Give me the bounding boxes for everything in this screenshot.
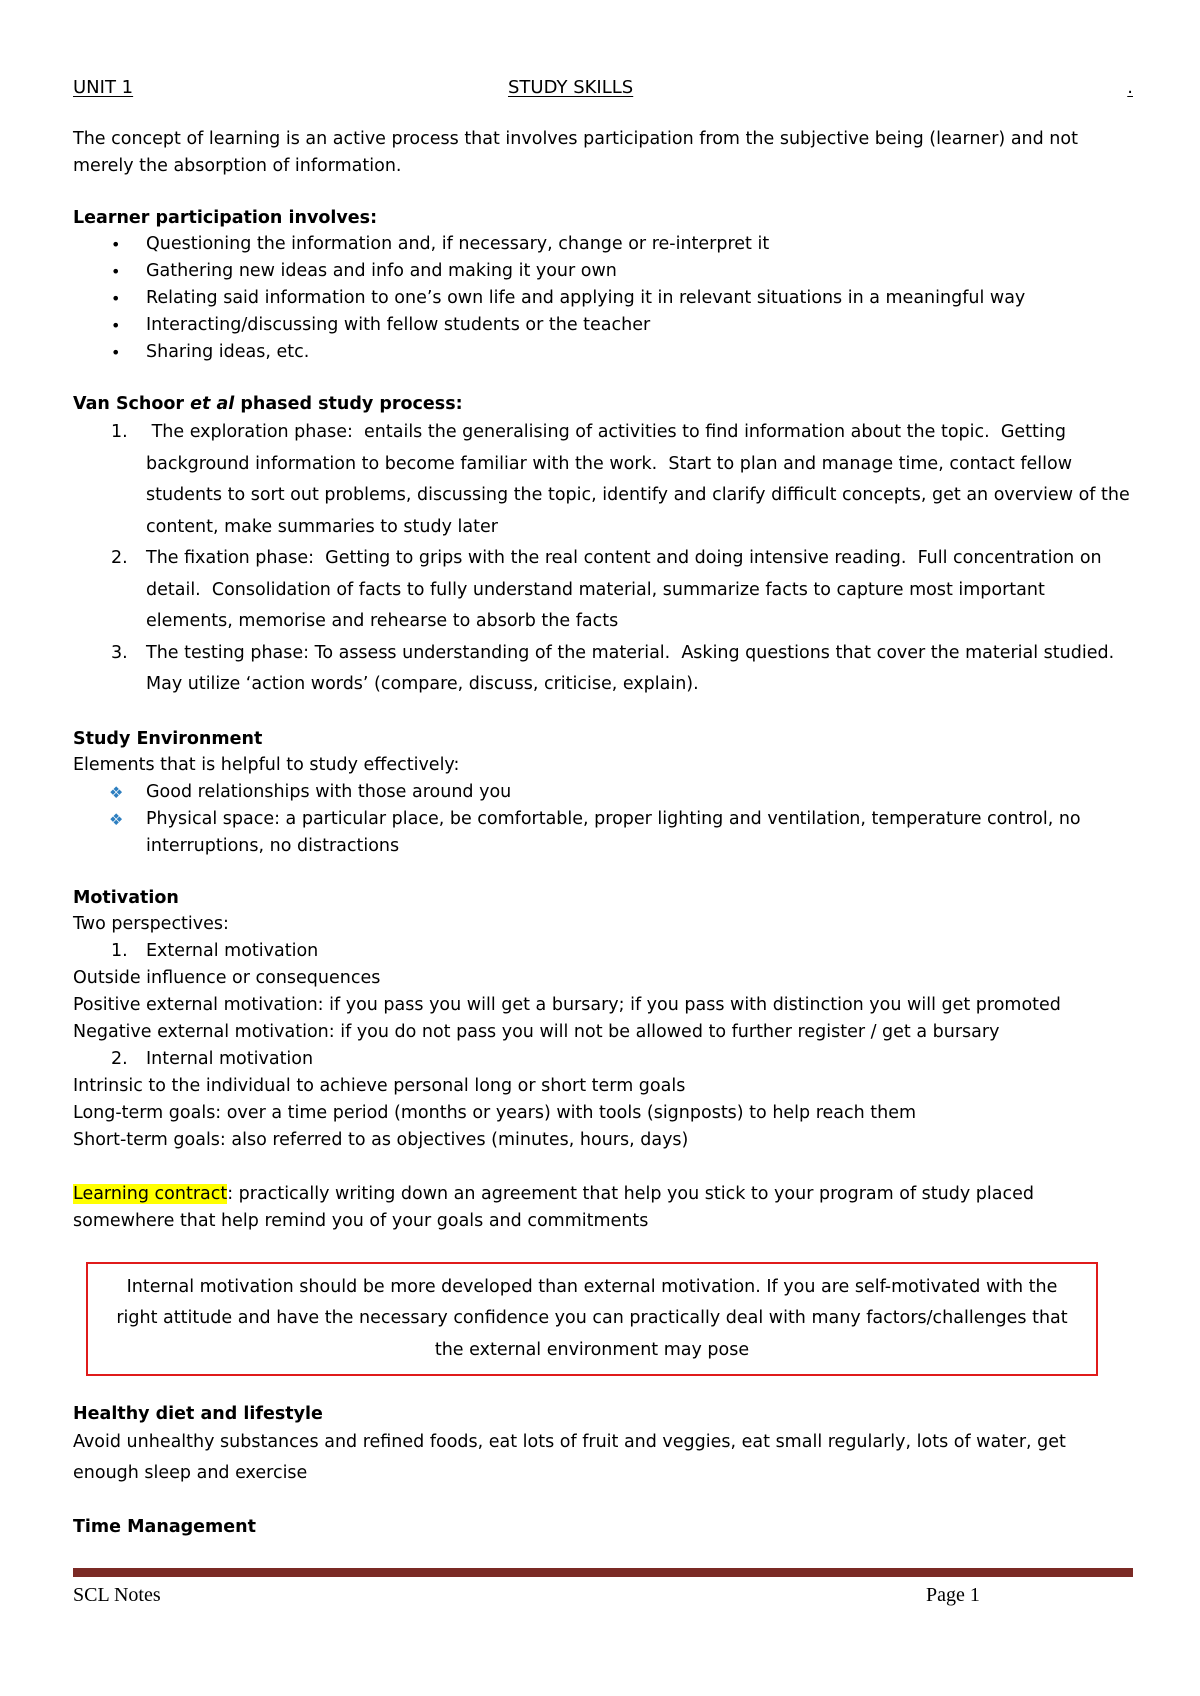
- participation-heading: Learner participation involves:: [73, 208, 378, 228]
- list-item: • Interacting/discussing with fellow students or the teacher: [73, 312, 1133, 339]
- environment-lead: Elements that is helpful to study effectively:: [73, 754, 460, 775]
- motivation-lead: Two perspectives:: [73, 913, 229, 934]
- time-management-heading: Time Management: [73, 1517, 256, 1537]
- page-number: Page 1: [926, 1584, 980, 1606]
- list-item: 3. The testing phase: To assess understanding of the material. Asking questions that cover the material studied. May utilize ‘action words’ (compare, discuss, criticise, explain).: [111, 642, 1126, 694]
- bullet-icon: •: [111, 235, 121, 254]
- list-item: • Questioning the information and, if necessary, change or re-interpret it: [73, 231, 1133, 258]
- document-page: [73, 76, 1136, 1540]
- phase-list: [73, 417, 1136, 701]
- bullet-icon: •: [111, 262, 121, 281]
- internal-line: Short-term goals: also referred to as objectives (minutes, hours, days): [73, 1129, 689, 1150]
- callout-box: Internal motivation should be more developed than external motivation. If you are self-motivated with the right attitude and have the necessary confidence you can practically deal with many factors/challenges that the external environment may pose: [86, 1262, 1098, 1377]
- external-line: Positive external motivation: if you pass you will get a bursary; if you pass with distinction you will get promoted: [73, 994, 1061, 1015]
- list-item: • Gathering new ideas and info and making it your own: [73, 258, 1133, 285]
- page-header: [73, 76, 1133, 100]
- list-item: ❖ Physical space: a particular place, be comfortable, proper lighting and ventilation, temperature control, no interruptions, no distractions: [73, 806, 1133, 860]
- motivation-heading: Motivation: [73, 887, 179, 908]
- diamond-bullet-icon: ❖: [109, 809, 124, 829]
- list-item: ❖ Good relationships with those around you: [73, 779, 1133, 806]
- environment-heading: Study Environment: [73, 728, 263, 749]
- bullet-icon: •: [111, 289, 121, 308]
- diamond-bullet-icon: ❖: [109, 782, 124, 802]
- footer-left: SCL Notes: [73, 1584, 161, 1606]
- participation-list: [73, 231, 1133, 366]
- external-line: Negative external motivation: if you do not pass you will not be allowed to further register / get a bursary: [73, 1021, 1000, 1042]
- list-item: • Sharing ideas, etc.: [73, 339, 1133, 366]
- diet-paragraph: Avoid unhealthy substances and refined foods, eat lots of fruit and veggies, eat small regularly, lots of water, get enough sleep and exercise: [73, 1432, 1066, 1483]
- bullet-icon: •: [111, 316, 121, 335]
- list-item: 1. The exploration phase: entails the generalising of activities to find information about the topic. Getting background information to become familiar with the work. Start to plan and manage time, contact fellow students to sort out problems, discussing the topic, identify and clarify difficult concepts, get an overview of the content, make summaries to study later: [111, 422, 1136, 537]
- external-motivation-item: 1. External motivation: [111, 940, 319, 961]
- diet-heading: Healthy diet and lifestyle: [73, 1404, 323, 1424]
- internal-line: Long-term goals: over a time period (months or years) with tools (signposts) to help reach them: [73, 1102, 917, 1123]
- internal-motivation-item: 2. Internal motivation: [111, 1048, 314, 1069]
- header-trail: .: [1127, 77, 1133, 98]
- external-line: Outside influence or consequences: [73, 967, 381, 988]
- header-title: STUDY SKILLS: [508, 77, 634, 98]
- list-item: 2. The fixation phase: Getting to grips with the real content and doing intensive reading. Full concentration on detail. Consolidation of facts to fully understand material, summarize facts to capture most important elements, memorise and rehearse to absorb the facts: [111, 548, 1108, 631]
- header-unit: UNIT 1: [73, 77, 134, 98]
- internal-line: Intrinsic to the individual to achieve personal long or short term goals: [73, 1075, 686, 1096]
- intro-paragraph: The concept of learning is an active process that involves participation from the subjective being (learner) and not merely the absorption of information.: [73, 129, 1078, 176]
- environment-list: [73, 779, 1133, 860]
- list-item: • Relating said information to one’s own life and applying it in relevant situations in a meaningful way: [73, 285, 1133, 312]
- footer-divider: [73, 1568, 1133, 1577]
- process-heading: Van Schoor et al phased study process:: [73, 394, 463, 414]
- highlighted-term: Learning contract: [73, 1183, 228, 1204]
- bullet-icon: •: [111, 343, 121, 362]
- learning-contract-paragraph: Learning contract: practically writing down an agreement that help you stick to your program of study placed somewhere that help remind you of your goals and commitments: [73, 1183, 1034, 1231]
